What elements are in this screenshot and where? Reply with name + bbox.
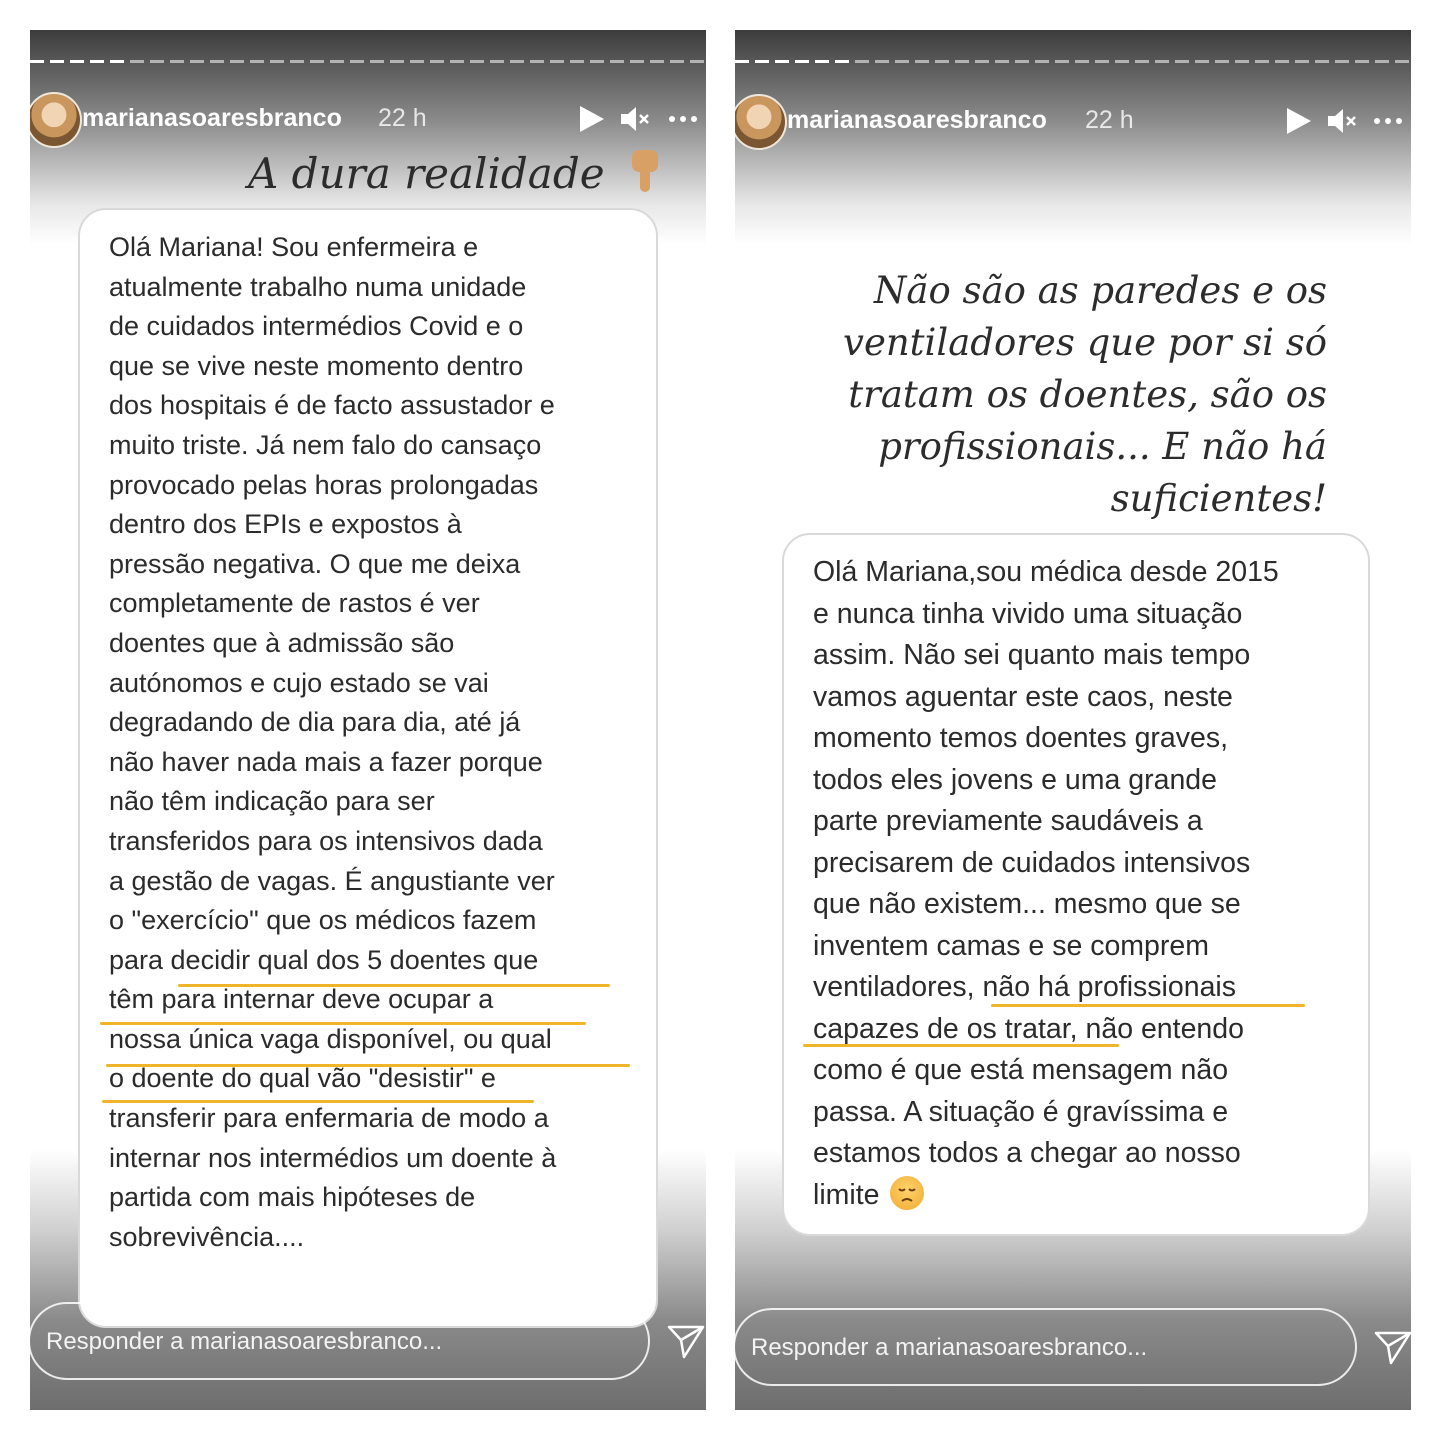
post-time: 22 h: [378, 104, 427, 132]
caption-text: A dura realidade: [248, 149, 605, 198]
play-icon[interactable]: [1281, 104, 1315, 138]
reply-placeholder: Responder a marianasoaresbranco...: [46, 1328, 443, 1355]
username[interactable]: marianasoaresbranco: [82, 104, 342, 132]
post-time: 22 h: [1085, 106, 1134, 134]
story-progress: [30, 60, 706, 63]
more-options-icon[interactable]: [666, 102, 700, 136]
story-right[interactable]: [735, 30, 1411, 1410]
reply-input[interactable]: [30, 1302, 650, 1380]
mute-icon[interactable]: [1325, 104, 1359, 138]
story-caption: [248, 148, 662, 198]
avatar[interactable]: [30, 92, 82, 148]
reply-input[interactable]: [735, 1308, 1357, 1386]
story-caption: Não são as paredes e os ventiladores que por si só tratam os doentes, são os profissionais... E não há suficientes!: [843, 269, 1327, 520]
send-icon[interactable]: [1373, 1327, 1411, 1367]
sad-face-icon: [890, 1176, 924, 1210]
story-left[interactable]: [30, 30, 706, 1410]
story-header: [30, 92, 706, 148]
username[interactable]: marianasoaresbranco: [787, 106, 1047, 134]
story-header: [735, 94, 1411, 150]
reply-placeholder: Responder a marianasoaresbranco...: [751, 1334, 1148, 1361]
mute-icon[interactable]: [618, 102, 652, 136]
message-text: [813, 552, 1279, 1216]
message-body: Olá Mariana,sou médica desde 2015 e nunca tinha vivido uma situação assim. Não sei quanto mais tempo vamos aguentar este caos, neste momento temos doentes graves, todos eles jovens e uma grande parte previamente saudáveis a precisarem de cuidados intensivos que não existem... mesmo que se inventem camas e se comprem ventiladores, não há profissionais capazes de os tratar, não entendo como é que está mensagem não passa. A situação é gravíssima e estamos todos a chegar ao nosso limite: [813, 556, 1279, 1211]
message-text: Olá Mariana! Sou enfermeira e atualmente trabalho numa unidade de cuidados intermédios Covid e o que se vive neste momento dentro dos hospitais é de facto assustador e muito triste. Já nem falo do cansaço provocado pelas horas prolongadas dentro dos EPIs e expostos à pressão negativa. O que me deixa completamente de rastos é ver doentes que à admissão são autónomos e cujo estado se vai degradando de dia para dia, até já não haver nada mais a fazer porque não têm indicação para ser transferidos para os intensivos dada a gestão de vagas. É angustiante ver o "exercício" que os médicos fazem para decidir qual dos 5 doentes que têm para internar deve ocupar a nossa única vaga disponível, ou qual o doente do qual vão "desistir" e transferir para enfermaria de modo a internar nos intermédios um doente à partida com mais hipóteses de sobrevivência....: [109, 232, 557, 1252]
story-progress: [735, 60, 1411, 63]
more-options-icon[interactable]: [1371, 104, 1405, 138]
pointing-down-icon: [628, 148, 662, 194]
avatar[interactable]: [735, 94, 787, 150]
send-icon[interactable]: [666, 1321, 706, 1361]
play-icon[interactable]: [574, 102, 608, 136]
